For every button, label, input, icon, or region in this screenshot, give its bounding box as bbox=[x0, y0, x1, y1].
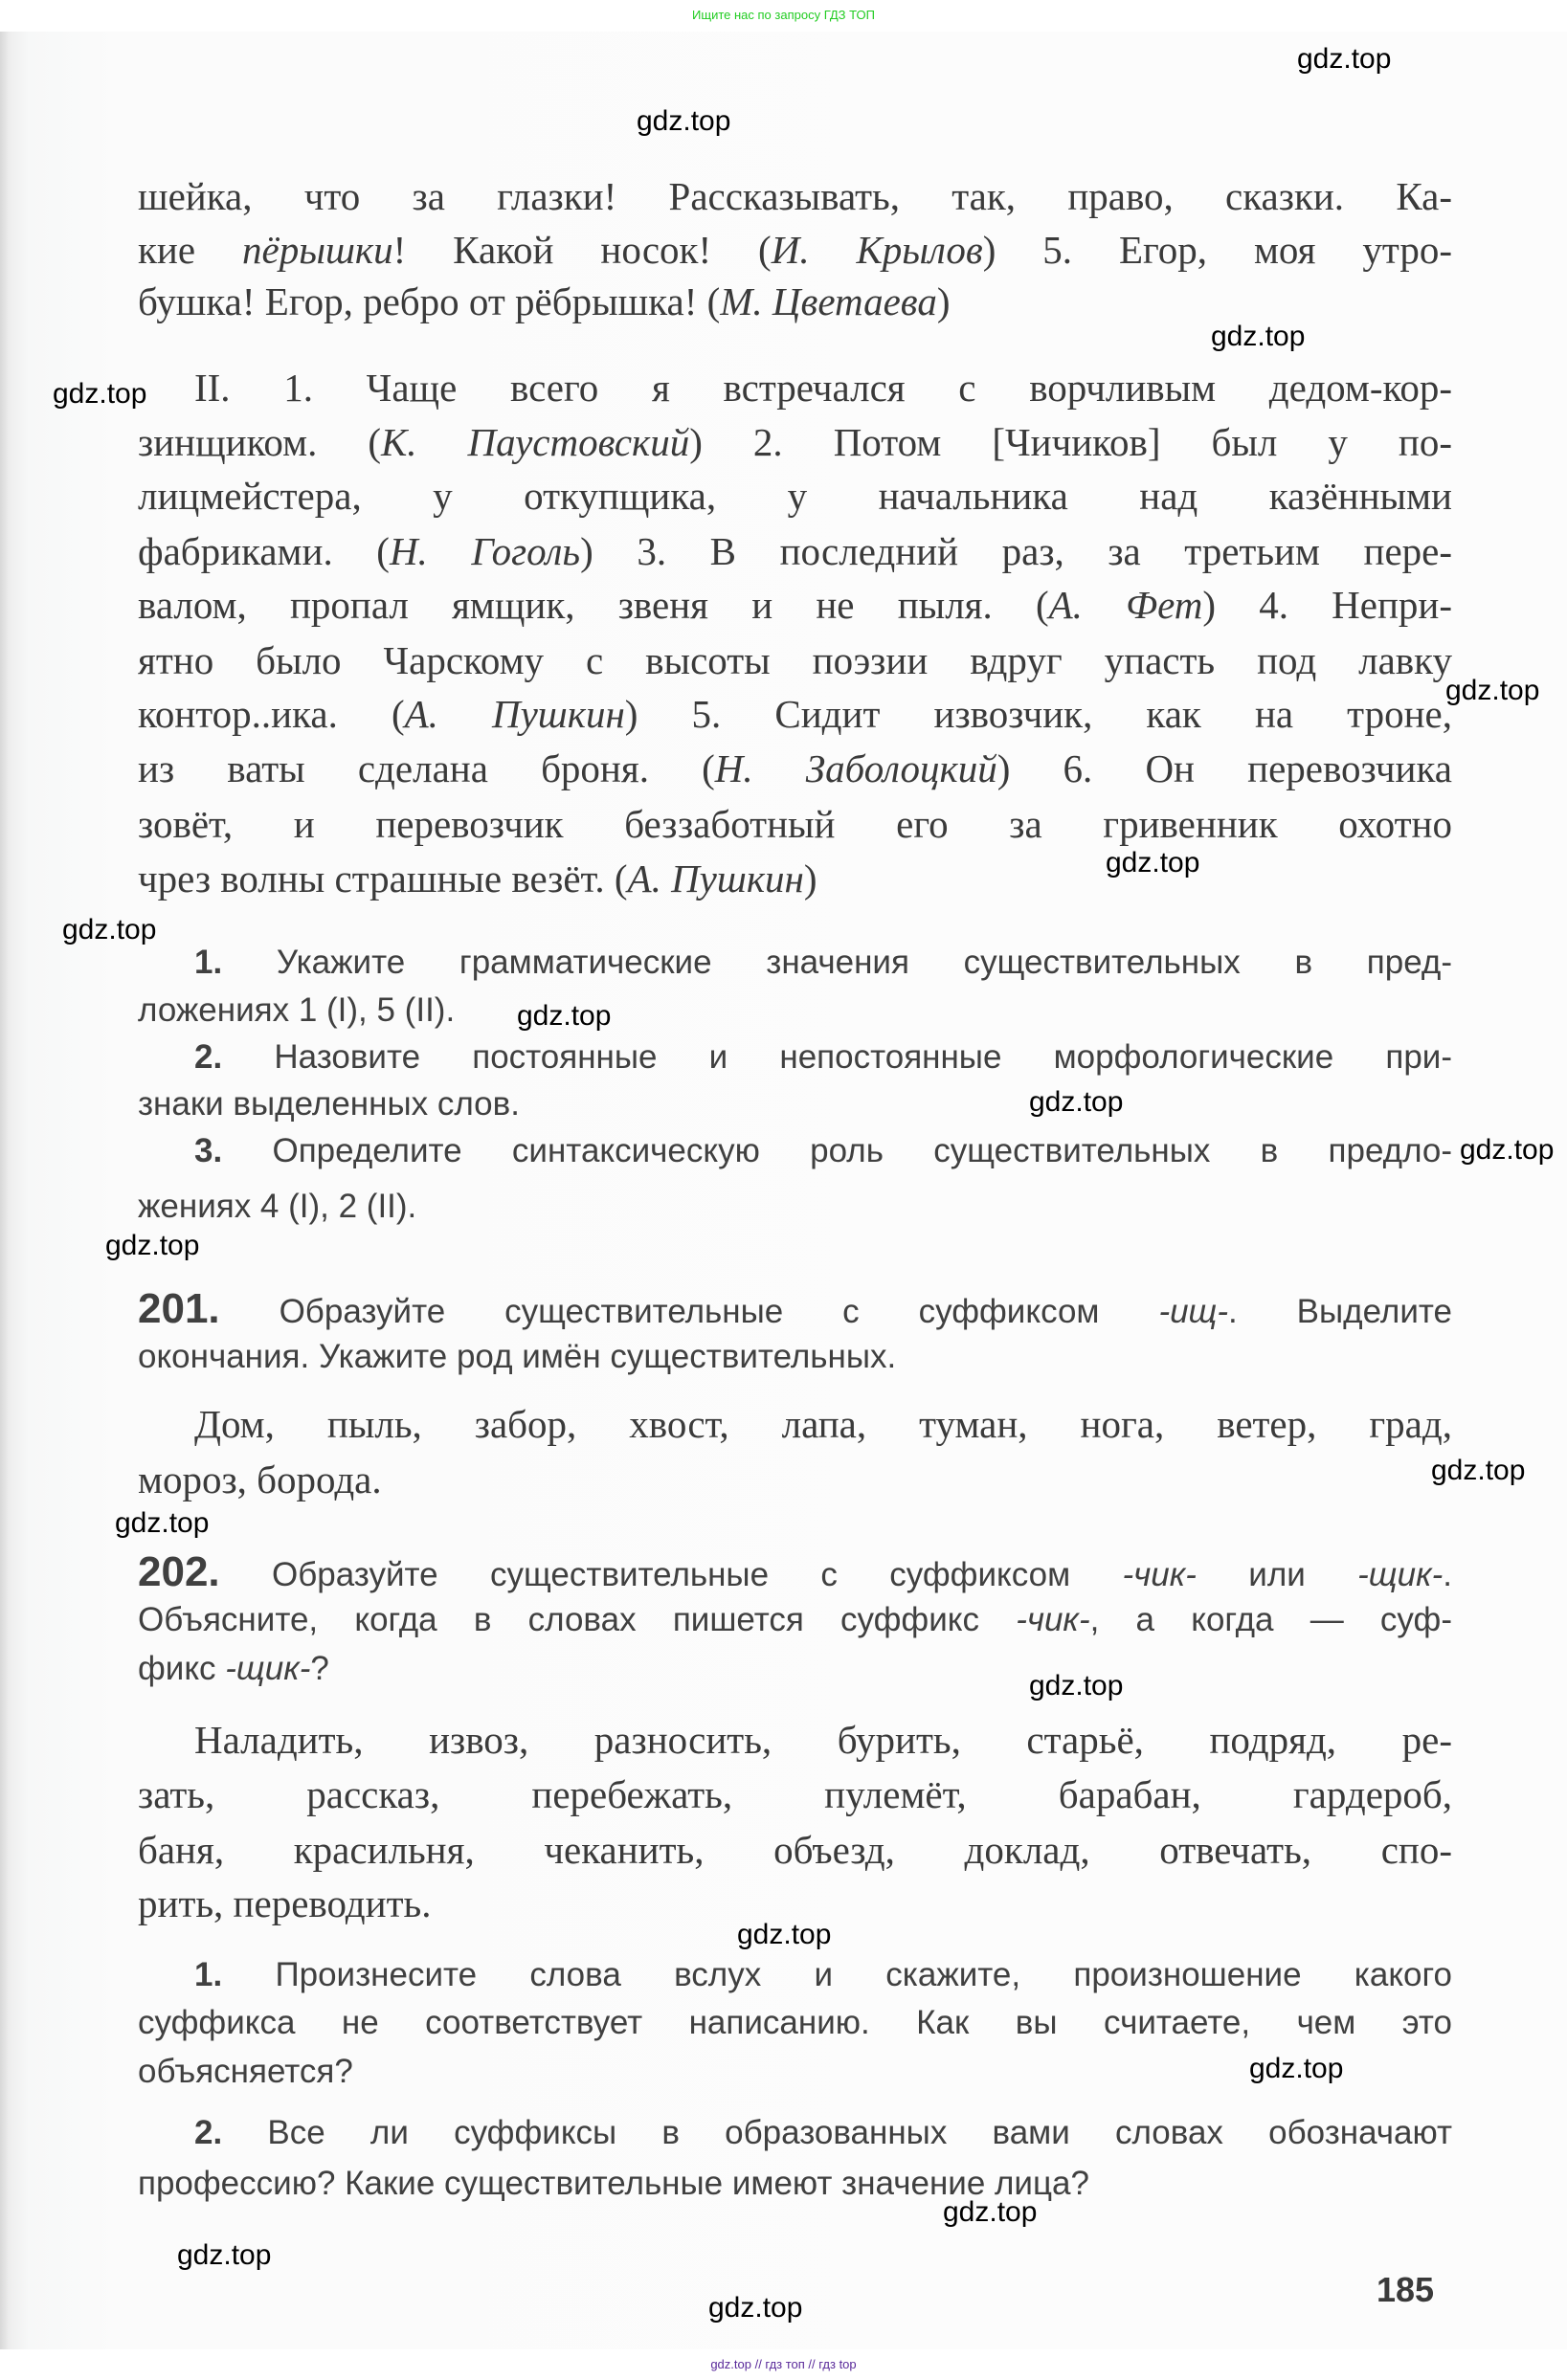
text-run: ) 5. Сидит извозчик, как на троне, bbox=[624, 692, 1452, 736]
text-run: зинщиком. ( bbox=[138, 420, 382, 464]
text-line bbox=[138, 1996, 1452, 2050]
text-line bbox=[194, 1948, 1452, 2002]
text-run: ) 2. Потом [Чичиков] был у по- bbox=[689, 420, 1453, 464]
text-run: Наладить, извоз, разносить, бурить, старьё, подряд, ре- bbox=[194, 1718, 1452, 1762]
text-run: Все ли суффиксы в образованных вами словах обозначают bbox=[222, 2114, 1452, 2151]
text-line bbox=[138, 223, 1452, 277]
text-run: ) 4. Непри- bbox=[1202, 583, 1452, 627]
watermark-text: gdz.top bbox=[1297, 43, 1392, 75]
italic-text: -чик- bbox=[1122, 1556, 1197, 1593]
text-line bbox=[194, 2106, 1452, 2160]
task-number: 3. bbox=[194, 1132, 223, 1169]
text-line bbox=[194, 1397, 1452, 1451]
text-line bbox=[138, 742, 1452, 795]
watermark-text: gdz.top bbox=[62, 914, 157, 945]
text-run: ) 3. В последний раз, за третьим пере- bbox=[580, 529, 1452, 573]
text-run: кие bbox=[138, 228, 242, 272]
text-run: мороз, борода. bbox=[138, 1457, 382, 1501]
text-line bbox=[138, 169, 1452, 223]
italic-text: К. Паустовский bbox=[381, 420, 690, 464]
text-line bbox=[138, 1078, 1452, 1131]
text-line bbox=[138, 1823, 1452, 1877]
watermark-text: gdz.top bbox=[177, 2239, 272, 2271]
watermark-text: gdz.top bbox=[105, 1230, 200, 1261]
text-run: ложениях 1 (I), 5 (II). bbox=[138, 991, 456, 1029]
text-line bbox=[138, 634, 1452, 687]
text-run: ? bbox=[310, 1650, 329, 1687]
text-run: Дом, пыль, забор, хвост, лапа, туман, нога, ветер, град, bbox=[194, 1402, 1452, 1446]
text-run: из ваты сделана броня. ( bbox=[138, 746, 715, 790]
watermark-text: gdz.top bbox=[1029, 1670, 1124, 1702]
watermark-text: gdz.top bbox=[737, 1919, 832, 1950]
watermark-text: gdz.top bbox=[1249, 2053, 1344, 2084]
text-line bbox=[138, 797, 1452, 851]
footer-links[interactable]: gdz.top // гдз топ // гдз top bbox=[710, 2357, 857, 2371]
text-run: чрез волны страшные везёт. ( bbox=[138, 856, 628, 901]
text-line bbox=[138, 1330, 1452, 1384]
text-run: ятно было Чарскому с высоты поэзии вдруг упасть под лавку bbox=[138, 638, 1452, 682]
text-line bbox=[138, 1593, 1452, 1647]
text-line bbox=[138, 852, 1452, 905]
italic-text: -щик- bbox=[1357, 1556, 1444, 1593]
text-run: ) 5. Егор, моя утро- bbox=[982, 228, 1453, 272]
text-run: ) bbox=[936, 279, 951, 323]
text-line bbox=[138, 1642, 1452, 1696]
italic-text: -ищ- bbox=[1158, 1293, 1229, 1330]
exercise-number: 201. bbox=[138, 1285, 220, 1332]
text-line bbox=[194, 361, 1452, 414]
text-run: Произнесите слова вслух и скажите, произношение какого bbox=[222, 1956, 1452, 1993]
text-run: объясняется? bbox=[138, 2053, 353, 2090]
text-run: бушка! Егор, ребро от рёбрышка! ( bbox=[138, 279, 721, 323]
text-run: Назовите постоянные и непостоянные морфологические при- bbox=[222, 1038, 1452, 1076]
text-run: суффикса не соответствует написанию. Как вы считаете, чем это bbox=[138, 2004, 1452, 2041]
task-number: 2. bbox=[194, 2114, 223, 2151]
text-line bbox=[194, 1031, 1452, 1084]
text-line bbox=[138, 578, 1452, 632]
text-run: ! Какой носок! ( bbox=[392, 228, 772, 272]
text-run: или bbox=[1196, 1556, 1358, 1593]
text-run: . Выделите bbox=[1228, 1293, 1452, 1330]
task-number: 2. bbox=[194, 1038, 223, 1076]
italic-text: И. Крылов bbox=[771, 228, 983, 272]
italic-text: Н. Гоголь bbox=[389, 529, 581, 573]
text-run: контор..ика. ( bbox=[138, 692, 405, 736]
exercise-number: 202. bbox=[138, 1548, 220, 1595]
text-run: Образуйте существительные с суффиксом bbox=[219, 1293, 1159, 1330]
text-line bbox=[138, 1282, 1452, 1336]
text-line bbox=[138, 687, 1452, 741]
page-number: 185 bbox=[1377, 2270, 1435, 2309]
watermark-text: gdz.top bbox=[943, 2196, 1038, 2228]
watermark-text: gdz.top bbox=[517, 1000, 612, 1032]
task-number: 1. bbox=[194, 944, 223, 981]
text-run: знаки выделенных слов. bbox=[138, 1085, 520, 1123]
watermark-text: gdz.top bbox=[115, 1507, 210, 1539]
text-run: ) bbox=[803, 856, 817, 901]
text-line bbox=[194, 1713, 1452, 1767]
text-line bbox=[138, 469, 1452, 523]
watermark-text: gdz.top bbox=[1029, 1086, 1124, 1118]
watermark-text: gdz.top bbox=[708, 2292, 803, 2324]
watermark-text: gdz.top bbox=[637, 105, 731, 137]
text-run: , а когда — суф- bbox=[1089, 1601, 1452, 1638]
text-run: жениях 4 (I), 2 (II). bbox=[138, 1188, 417, 1225]
text-run: Укажите грамматические значения существительных в пред- bbox=[222, 944, 1452, 981]
text-line bbox=[138, 2157, 1452, 2211]
task-number: 1. bbox=[194, 1956, 223, 1993]
watermark-text: gdz.top bbox=[1211, 321, 1306, 352]
search-banner: Ищите нас по запросу ГДЗ ТОП bbox=[692, 8, 875, 22]
text-line bbox=[138, 415, 1452, 469]
italic-text: пёрышки bbox=[242, 228, 393, 272]
text-line bbox=[138, 1546, 1452, 1599]
italic-text: -щик- bbox=[225, 1650, 311, 1687]
text-run: Образуйте существительные с суффиксом bbox=[219, 1556, 1123, 1593]
text-run: окончания. Укажите род имён существительных. bbox=[138, 1338, 897, 1375]
text-run: баня, красильня, чеканить, объезд, доклад, отвечать, спо- bbox=[138, 1828, 1452, 1872]
watermark-text: gdz.top bbox=[1106, 847, 1200, 879]
text-line bbox=[138, 984, 1452, 1037]
text-run: II. 1. Чаще всего я встречался с ворчливым дедом-кор- bbox=[194, 366, 1452, 410]
text-line bbox=[138, 1768, 1452, 1821]
watermark-text: gdz.top bbox=[53, 378, 147, 410]
italic-text: М. Цветаева bbox=[720, 279, 937, 323]
text-run: фабриками. ( bbox=[138, 529, 390, 573]
italic-text: -чик- bbox=[1016, 1601, 1090, 1638]
watermark-text: gdz.top bbox=[1445, 675, 1540, 706]
italic-text: А. Пушкин bbox=[404, 692, 625, 736]
text-run: ) 6. Он перевозчика bbox=[996, 746, 1452, 790]
text-run: валом, пропал ямщик, звеня и не пыля. ( bbox=[138, 583, 1049, 627]
text-run: зовёт, и перевозчик беззаботный его за гривенник охотно bbox=[138, 802, 1452, 846]
text-line bbox=[194, 936, 1452, 990]
text-run: шейка, что за глазки! Рассказывать, так, право, сказки. Ка- bbox=[138, 174, 1452, 218]
text-run: Определите синтаксическую роль существительных в предло- bbox=[222, 1132, 1452, 1169]
text-run: зать, рассказ, перебежать, пулемёт, барабан, гардероб, bbox=[138, 1772, 1452, 1816]
italic-text: Н. Заболоцкий bbox=[714, 746, 997, 790]
text-run: рить, переводить. bbox=[138, 1881, 432, 1925]
text-line bbox=[194, 1124, 1452, 1178]
text-run: лицмейстера, у откупщика, у начальника над казёнными bbox=[138, 474, 1452, 518]
watermark-text: gdz.top bbox=[1431, 1455, 1526, 1486]
text-run: профессию? Какие существительные имеют значение лица? bbox=[138, 2165, 1089, 2202]
text-run: . bbox=[1443, 1556, 1452, 1593]
italic-text: А. Пушкин bbox=[627, 856, 804, 901]
text-line bbox=[138, 1180, 1452, 1234]
text-line bbox=[138, 1453, 1452, 1506]
text-run: фикс bbox=[138, 1650, 226, 1687]
text-run: Объясните, когда в словах пишется суффикс bbox=[138, 1601, 1017, 1638]
text-line bbox=[138, 524, 1452, 578]
italic-text: А. Фет bbox=[1048, 583, 1203, 627]
watermark-text: gdz.top bbox=[1460, 1134, 1555, 1166]
